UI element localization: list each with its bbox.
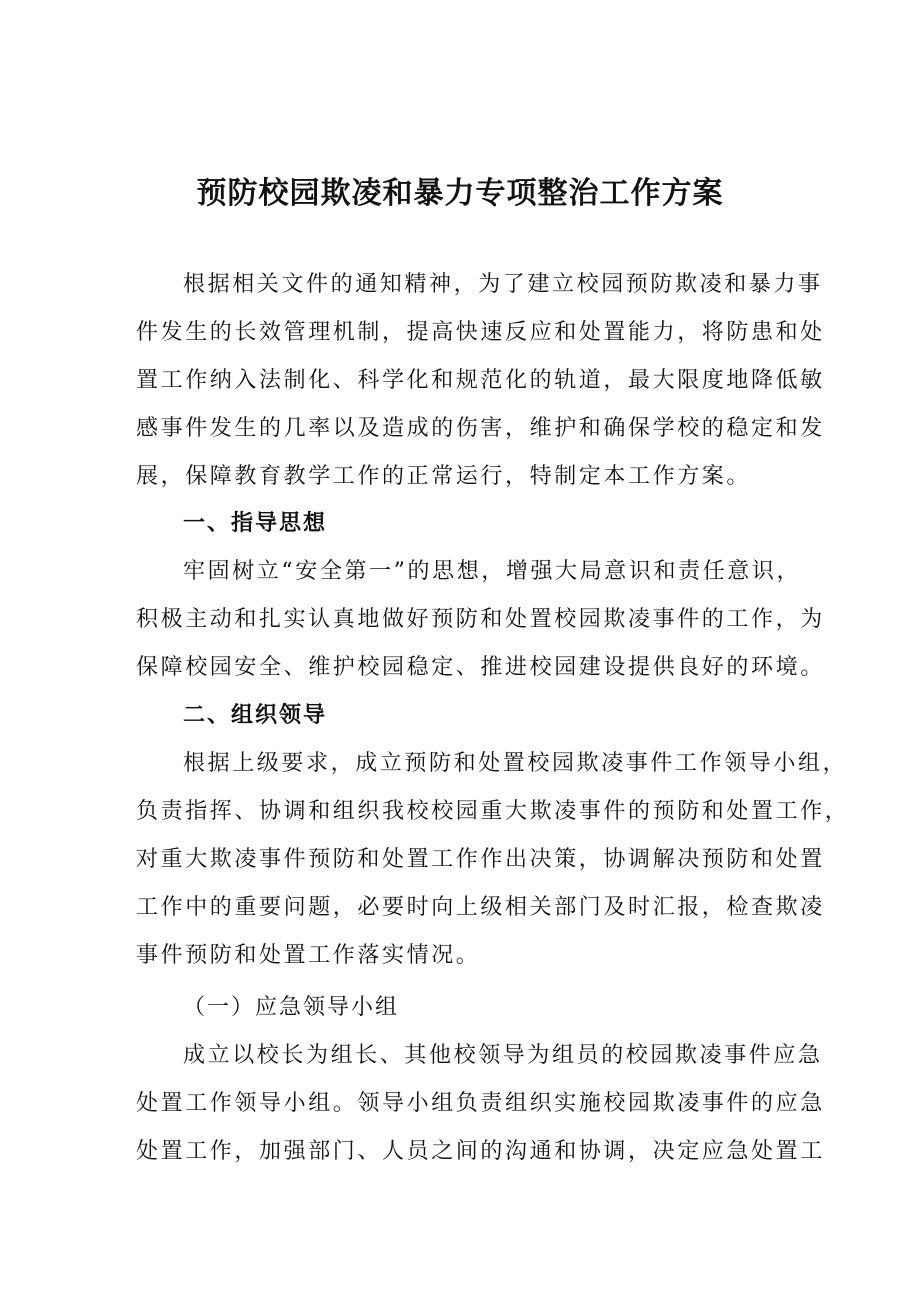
paragraph-line: 负责指挥、协调和组织我校校园重大欺凌事件的预防和处置工作， [136, 799, 850, 824]
section-heading-guiding-ideology: 一、指导思想 [183, 511, 328, 536]
paragraph-line: 处置工作，加强部门、人员之间的沟通和协调，决定应急处置工 [136, 1139, 825, 1164]
section-heading-organization: 二、组织领导 [183, 703, 328, 728]
paragraph-line: 成立以校长为组长、其他校领导为组员的校园欺凌事件应急 [183, 1043, 823, 1068]
paragraph-line: 工作中的重要问题，必要时向上级相关部门及时汇报，检查欺凌 [136, 895, 825, 920]
paragraph-line: 处置工作领导小组。领导小组负责组织实施校园欺凌事件的应急 [136, 1091, 825, 1116]
paragraph-line: 根据相关文件的通知精神，为了建立校园预防欺凌和暴力事 [183, 272, 823, 297]
paragraph-line: 保障校园安全、维护校园稳定、推进校园建设提供良好的环境。 [136, 655, 825, 680]
paragraph-line: 感事件发生的几率以及造成的伤害，维护和确保学校的稳定和发 [136, 416, 825, 441]
paragraph-line: 置工作纳入法制化、科学化和规范化的轨道，最大限度地降低敏 [136, 368, 825, 393]
section-2-paragraph [136, 740, 850, 980]
paragraph-line: 件发生的长效管理机制，提高快速反应和处置能力，将防患和处 [136, 320, 825, 345]
subsection-paragraph [136, 1032, 825, 1176]
paragraph-line: 牢固树立“安全第一”的思想，增强大局意识和责任意识， [183, 559, 802, 584]
paragraph-line: 积极主动和扎实认真地做好预防和处置校园欺凌事件的工作，为 [136, 607, 825, 632]
section-1-paragraph [136, 548, 825, 692]
subsection-heading-emergency-group: （一）应急领导小组 [183, 995, 400, 1020]
intro-paragraph [136, 261, 825, 501]
paragraph-line: 事件预防和处置工作落实情况。 [136, 943, 481, 968]
paragraph-line: 展，保障教育教学工作的正常运行，特制定本工作方案。 [136, 464, 752, 489]
document-title: 预防校园欺凌和暴力专项整治工作方案 [196, 176, 724, 211]
paragraph-line: 对重大欺凌事件预防和处置工作作出决策，协调解决预防和处置 [136, 847, 825, 872]
paragraph-line: 根据上级要求，成立预防和处置校园欺凌事件工作领导小组， [183, 751, 848, 776]
